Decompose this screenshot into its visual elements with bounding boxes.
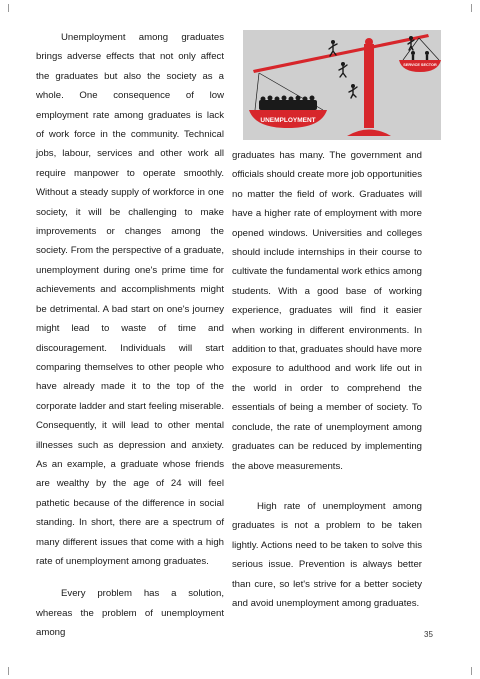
paragraph-effects: Unemployment among graduates brings adverse effects that not only affect the graduates but also the society as a whole. One consequence of low employment rate among graduates is lack of work force in the community. Technical jobs, labour, services and other work all require manpower to operate smoothly. Without a steady supply of workforce in one society, it will be challenging to make improvements or changes among the society. From the perspective of a graduate, unemployment during one's prime time for achievements and accomplishments might be detrimental. A bad start on one's journey might lead to waste of time and discouragement. Individuals will start comparing themselves to other people who have already made it to the top of the corporate ladder and start feeling miserable. Consequently, it will lead to other mental illnesses such as depression and anxiety. As an example, a graduate whose friends are wealthy by the age of 24 will feel pathetic because of the difference in social standing. In short, there are a spectrum of many different issues that come with a high rate of unemployment among graduates. bbox=[36, 32, 224, 567]
crop-mark-bottom-left bbox=[0, 667, 9, 675]
right-column-bottom bbox=[232, 497, 422, 613]
page-number: 35 bbox=[424, 630, 433, 639]
paragraph-conclusion: High rate of unemployment among graduates is not a problem to be taken lightly. Actions need to be taken to solve this serious issue. Prevention is always better than cure, so let's strive for a better society and avoid unemployment among graduates. bbox=[232, 501, 422, 610]
crop-mark-top-right bbox=[471, 4, 480, 12]
right-pan-label: SERVICE SECTOR bbox=[403, 63, 437, 67]
crop-mark-top-left bbox=[0, 4, 9, 12]
crop-mark-bottom-right bbox=[471, 667, 480, 675]
left-pan-label: UNEMPLOYMENT bbox=[260, 117, 316, 124]
paragraph-solutions-continued: graduates has many. The government and officials should create more job opportunities no matter the field of work. Graduates will have a higher rate of employment with more opened windows. Universities and colleges should include internships in their course to cultivate the fundamental work ethics among students. With a good base of working experience, graduates will find it easier when working in different environments. In addition to that, graduates should have more exposure to adulthood and work life out in the world in order to comprehend the essentials of being a member of society. To conclude, the rate of unemployment among graduates can be reduced by implementing the above measurements. bbox=[232, 150, 422, 472]
balance-scale-illustration bbox=[243, 30, 441, 140]
right-column-top bbox=[232, 146, 422, 476]
paragraph-solutions-start: Every problem has a solution, whereas the problem of unemployment among bbox=[36, 588, 224, 639]
left-column bbox=[36, 28, 224, 643]
